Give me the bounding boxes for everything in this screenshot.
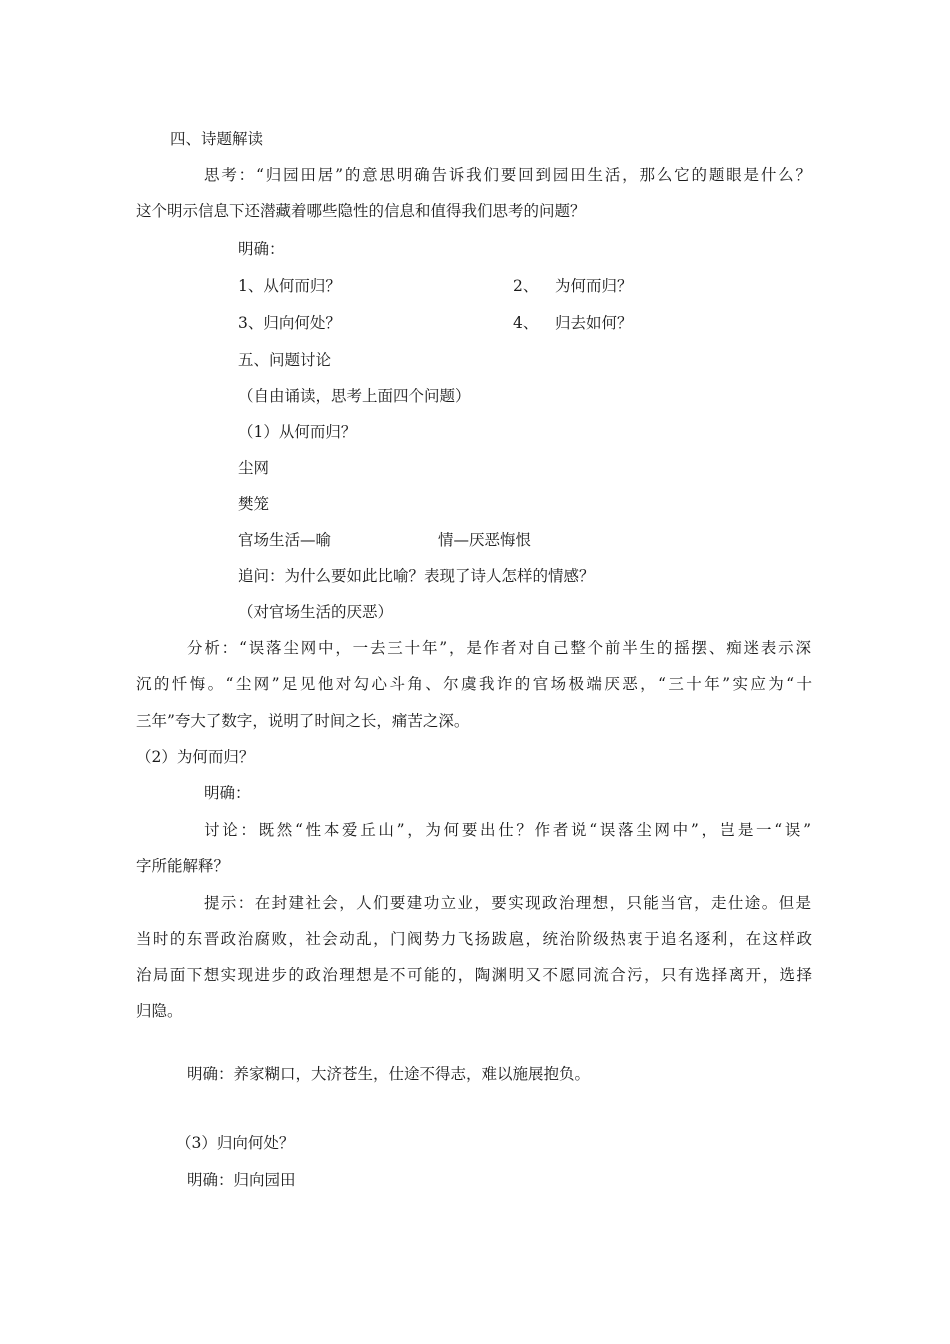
part-1-title: （1）从何而归？ (238, 423, 357, 441)
section-4-heading: 四、诗题解读 (170, 130, 264, 148)
part-2-title: （2）为何而归？ (136, 748, 255, 766)
section-5-heading: 五、问题讨论 (238, 351, 332, 369)
clarify-label: 明确： (238, 240, 285, 258)
discussion-line-1: 讨论：既然“性本爱丘山”，为何要出仕？作者说“误落尘网中”，岂是一“误” (204, 821, 811, 839)
part-3-title: （3）归向何处？ (176, 1134, 295, 1152)
question-3: 3、归向何处？ (238, 314, 341, 332)
hint-line-4: 归隐。 (136, 1002, 183, 1020)
question-4-number: 4、 (513, 314, 539, 332)
discussion-line-2: 字所能解释？ (136, 857, 230, 875)
hint-line-1: 提示：在封建社会，人们要建功立业，要实现政治理想，只能当官，走仕途。但是 (204, 894, 811, 912)
part-3-answer: 明确：归向园田 (187, 1171, 296, 1189)
part-2-clarify-label: 明确： (204, 784, 251, 802)
think-question-line-1: 思考：“归园田居”的意思明确告诉我们要回到园田生活，那么它的题眼是什么？ (204, 166, 811, 184)
hint-line-2: 当时的东晋政治腐败，社会动乱，门阀势力飞扬跋扈，统治阶级热衷于追名逐利，在这样政 (136, 930, 812, 948)
question-2-number: 2、 (513, 277, 539, 295)
hint-line-3: 治局面下想实现进步的政治理想是不可能的，陶渊明又不愿同流合污，只有选择离开，选择 (136, 966, 812, 984)
keyword-cage: 樊笼 (238, 495, 270, 513)
analysis-line-2: 沉的忏悔。“尘网”足见他对勾心斗角、尔虞我诈的官场极端厌恶，“三十年”实应为“十 (136, 675, 812, 693)
analysis-line-3: 三年”夸大了数字，说明了时间之长，痛苦之深。 (136, 712, 470, 730)
follow-up-answer: （对官场生活的厌恶） (238, 603, 394, 621)
emotion-text: 情—厌恶悔恨 (438, 531, 532, 549)
keyword-dust-net: 尘网 (238, 459, 270, 477)
metaphor-text: 官场生活—喻 (238, 531, 332, 549)
think-question-line-2: 这个明示信息下还潜藏着哪些隐性的信息和值得我们思考的问题？ (136, 202, 586, 220)
follow-up-question: 追问：为什么要如此比喻？表现了诗人怎样的情感？ (238, 567, 595, 585)
question-2: 为何而归？ (555, 277, 633, 295)
question-4: 归去如何？ (555, 314, 633, 332)
analysis-line-1: 分析：“误落尘网中，一去三十年”，是作者对自己整个前半生的摇摆、痴迷表示深 (187, 639, 811, 657)
reading-note: （自由诵读，思考上面四个问题） (238, 387, 471, 405)
question-1: 1、从何而归？ (238, 277, 341, 295)
part-2-answer: 明确：养家糊口，大济苍生，仕途不得志，难以施展抱负。 (187, 1065, 591, 1083)
